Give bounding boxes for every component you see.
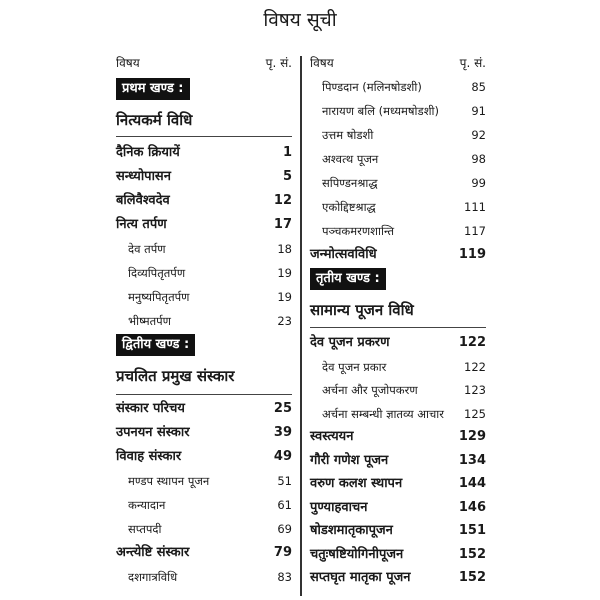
item-page-number: 61 <box>277 498 292 512</box>
item-title: अश्वत्थ पूजन <box>322 152 379 166</box>
header-subject-right: विषय <box>310 56 334 70</box>
item-title: स्वस्त्ययन <box>310 429 354 444</box>
list-item <box>310 567 486 589</box>
section-3-label: तृतीय खण्ड : <box>310 268 386 290</box>
section-3-title: सामान्य पूजन विधि <box>310 301 414 319</box>
column-header <box>116 54 292 72</box>
item-page-number: 49 <box>273 449 292 464</box>
item-title: एकोद्दिष्टश्राद्ध <box>322 200 376 214</box>
item-page-number: 23 <box>277 314 292 328</box>
item-title: उपनयन संस्कार <box>116 425 190 440</box>
list-item <box>310 473 486 495</box>
item-title: संस्कार परिचय <box>116 401 185 416</box>
item-title: नित्य तर्पण <box>116 217 167 232</box>
item-page-number: 144 <box>458 476 486 491</box>
item-title: दिव्यपितृतर्पण <box>128 266 186 280</box>
item-page-number: 152 <box>458 570 486 585</box>
item-title: गौरी गणेश पूजन <box>310 452 389 468</box>
list-item <box>310 148 486 170</box>
list-item <box>310 450 486 472</box>
list-item <box>116 542 292 564</box>
item-page-number: 122 <box>458 335 486 350</box>
list-item <box>310 196 486 218</box>
item-title: मण्डप स्थापन पूजन <box>128 474 210 488</box>
item-title: पिण्डदान (मलिनषोडशी) <box>322 80 422 94</box>
section-2-title: प्रचलित प्रमुख संस्कार <box>116 367 235 385</box>
list-item <box>116 518 292 540</box>
item-page-number: 5 <box>282 169 292 184</box>
item-title: मनुष्यपितृतर्पण <box>128 290 190 304</box>
item-page-number: 129 <box>458 429 486 444</box>
list-item <box>310 172 486 194</box>
item-page-number: 18 <box>277 242 292 256</box>
list-item <box>116 566 292 588</box>
list-item <box>310 76 486 98</box>
list-item <box>310 520 486 542</box>
item-page-number: 91 <box>471 104 486 118</box>
list-item <box>310 244 486 266</box>
item-title: देव पूजन प्रकार <box>322 359 387 374</box>
item-title: अर्चना सम्बन्धी ज्ञातव्य आचार <box>322 406 444 421</box>
item-page-number: 19 <box>277 266 292 280</box>
item-page-number: 122 <box>464 359 486 374</box>
section-3-rule <box>310 327 486 328</box>
item-page-number: 119 <box>458 247 486 262</box>
list-item <box>116 238 292 260</box>
item-title: वरुण कलश स्थापन <box>310 476 403 491</box>
item-page-number: 1 <box>282 145 292 160</box>
list-item <box>310 220 486 242</box>
list-item <box>116 262 292 284</box>
item-title: अन्त्येष्टि संस्कार <box>116 545 190 560</box>
item-title: पञ्चकमरणशान्ति <box>322 224 395 238</box>
header-page-number-right: पृ. सं. <box>459 56 486 70</box>
contents-page <box>108 0 492 600</box>
item-page-number: 151 <box>458 523 486 538</box>
header-page-number: पृ. सं. <box>265 56 292 70</box>
list-item <box>310 100 486 122</box>
item-title: बलिवैश्वदेव <box>116 193 170 208</box>
item-page-number: 85 <box>471 80 486 94</box>
item-title: देव तर्पण <box>128 242 166 256</box>
column-header-right <box>310 54 486 72</box>
item-page-number: 25 <box>273 401 292 416</box>
item-page-number: 79 <box>273 545 292 560</box>
list-item <box>116 310 292 332</box>
item-title: दैनिक क्रियायें <box>116 145 180 160</box>
section-2-rule <box>116 394 292 395</box>
item-page-number: 123 <box>464 383 486 397</box>
item-title: पुण्याहवाचन <box>310 499 368 515</box>
item-title: सपिण्डनश्राद्ध <box>322 176 378 190</box>
list-item <box>310 124 486 146</box>
list-item <box>116 166 292 188</box>
section-1-label: प्रथम खण्ड : <box>116 78 190 100</box>
item-page-number: 51 <box>277 474 292 488</box>
list-item <box>310 403 486 425</box>
item-title: दशगात्रविधि <box>128 570 178 584</box>
item-title: अर्चना और पूजोपकरण <box>322 383 418 397</box>
section-2-label: द्वितीय खण्ड : <box>116 334 195 356</box>
item-title: सन्ध्योपासन <box>116 169 171 184</box>
item-page-number: 134 <box>458 452 486 468</box>
item-page-number: 98 <box>471 152 486 166</box>
item-title: षोडशमातृकापूजन <box>310 523 393 538</box>
page-title: विषय सूची <box>263 9 337 31</box>
list-item <box>310 426 486 448</box>
list-item <box>310 332 486 354</box>
header-subject: विषय <box>116 56 140 70</box>
item-page-number: 69 <box>277 522 292 536</box>
item-title: उत्तम षोडशी <box>322 128 374 142</box>
list-item <box>116 190 292 212</box>
list-item <box>116 286 292 308</box>
item-page-number: 99 <box>471 176 486 190</box>
item-page-number: 83 <box>277 570 292 584</box>
item-page-number: 12 <box>273 193 292 208</box>
item-page-number: 111 <box>464 200 486 214</box>
list-item <box>310 544 486 566</box>
item-page-number: 92 <box>471 128 486 142</box>
item-title: कन्यादान <box>128 498 166 512</box>
item-title: भीष्मतर्पण <box>128 314 171 328</box>
list-item <box>116 422 292 444</box>
list-item <box>116 470 292 492</box>
list-item <box>310 379 486 401</box>
list-item <box>310 356 486 378</box>
item-title: सप्तपदी <box>128 522 162 536</box>
item-page-number: 146 <box>458 499 486 515</box>
section-1-rule <box>116 136 292 137</box>
item-page-number: 117 <box>464 224 486 238</box>
item-title: विवाह संस्कार <box>116 449 182 464</box>
list-item <box>116 446 292 468</box>
list-item <box>116 398 292 420</box>
section-1-title: नित्यकर्म विधि <box>116 111 193 129</box>
item-title: नारायण बलि (मध्यमषोडशी) <box>322 104 439 118</box>
item-page-number: 39 <box>273 425 292 440</box>
list-item <box>116 214 292 236</box>
item-title: सप्तघृत मातृका पूजन <box>310 570 411 585</box>
item-title: जन्मोत्सवविधि <box>310 247 377 262</box>
item-title: चतुःषष्टियोगिनीपूजन <box>310 546 404 562</box>
item-page-number: 19 <box>277 290 292 304</box>
item-page-number: 125 <box>464 406 486 421</box>
list-item <box>310 497 486 519</box>
list-item <box>116 494 292 516</box>
column-divider <box>300 56 302 596</box>
list-item <box>116 142 292 164</box>
item-page-number: 17 <box>273 217 292 232</box>
item-page-number: 152 <box>458 546 486 562</box>
item-title: देव पूजन प्रकरण <box>310 335 390 350</box>
